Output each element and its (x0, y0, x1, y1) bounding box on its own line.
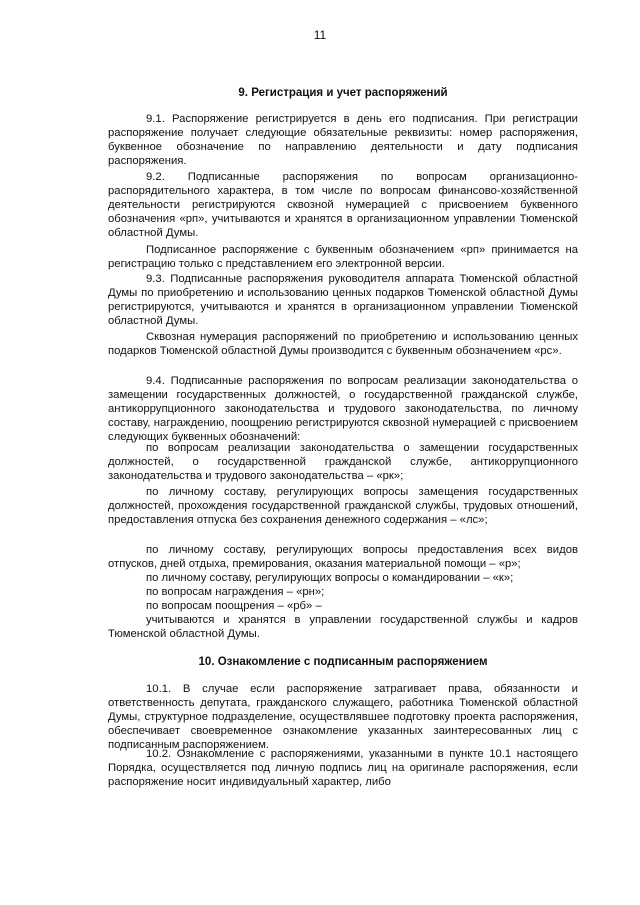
paragraph-9-2: 9.2. Подписанные распоряжения по вопросам организационно-распорядительного характера, в том числе по вопросам финансово-хозяйственной деятельности регистрируются сквозной нумерацией с присвоением буквенного обозначения «рп», учитываются и хранятся в организационном управлении Тюменской областной Думы. (108, 171, 578, 239)
paragraph-9-4-ls: по личному составу, регулирующих вопросы замещения государственных должностей, прохождения государственной гражданской службы, трудовых отношений, предоставления отпуска без сохранения денежного содержания – «лс»; (108, 486, 578, 526)
paragraph-9-4-rk: по вопросам реализации законодательства о замещении государственных должностей, о государственной гражданской службе, антикоррупционного законодательства и трудового законодательства – «рк»; (108, 442, 578, 482)
paragraph-9-4-k: по личному составу, регулирующих вопросы о командировании – «к»; (146, 572, 514, 584)
paragraph-9-2-rp-note: Подписанное распоряжение с буквенным обозначением «рп» принимается на регистрацию только с представлением его электронной версии. (108, 244, 578, 270)
section-10-title: 10. Ознакомление с подписанным распоряжением (198, 656, 488, 668)
paragraph-9-1: 9.1. Распоряжение регистрируется в день его подписания. При регистрации распоряжение получает следующие обязательные реквизиты: номер распоряжения, буквенное обозначение по направлению деятельности и дату подписания распоряжения. (108, 113, 578, 167)
paragraph-9-3-rs-note: Сквозная нумерация распоряжений по приобретению и использованию ценных подарков Тюменской областной Думы производится с буквенным обозначением «рс». (108, 331, 578, 357)
section-9-title: 9. Регистрация и учет распоряжений (238, 87, 448, 99)
paragraph-9-4-rb: по вопросам поощрения – «рб» – (146, 600, 322, 612)
paragraph-9-4-storage: учитываются и хранятся в управлении государственной службы и кадров Тюменской областной Думы. (108, 614, 578, 640)
paragraph-9-3: 9.3. Подписанные распоряжения руководителя аппарата Тюменской областной Думы по приобретению и использованию ценных подарков Тюменской областной Думы регистрируются, учитываются и хранятся в организационном управлении Тюменской областной Думы. (108, 273, 578, 327)
paragraph-10-1: 10.1. В случае если распоряжение затрагивает права, обязанности и ответственность депутата, гражданского служащего, работника Тюменской областной Думы, структурное подразделение, осуществлявшее подготовку проекта распоряжения, обеспечивает своевременное ознакомление указанных заинтересованных лиц с подписанным распоряжением. (108, 683, 578, 751)
paragraph-10-2: 10.2. Ознакомление с распоряжениями, указанными в пункте 10.1 настоящего Порядка, осуществляется под личную подпись лиц на оригинале распоряжения, если распоряжение носит индивидуальный характер, либо (108, 748, 578, 788)
page-number: 11 (313, 28, 327, 42)
paragraph-9-4: 9.4. Подписанные распоряжения по вопросам реализации законодательства о замещении государственных должностей, о государственной гражданской службе, антикоррупционного законодательства и трудового законодательства, по личному составу, награждению, поощрению регистрируются сквозной нумерацией с присвоением следующих буквенных обозначений: (108, 375, 578, 443)
paragraph-9-4-rn: по вопросам награждения – «рн»; (146, 586, 325, 598)
paragraph-9-4-r: по личному составу, регулирующих вопросы предоставления всех видов отпусков, дней отдыха, премирования, оказания материальной помощи – «р»; (108, 544, 578, 570)
